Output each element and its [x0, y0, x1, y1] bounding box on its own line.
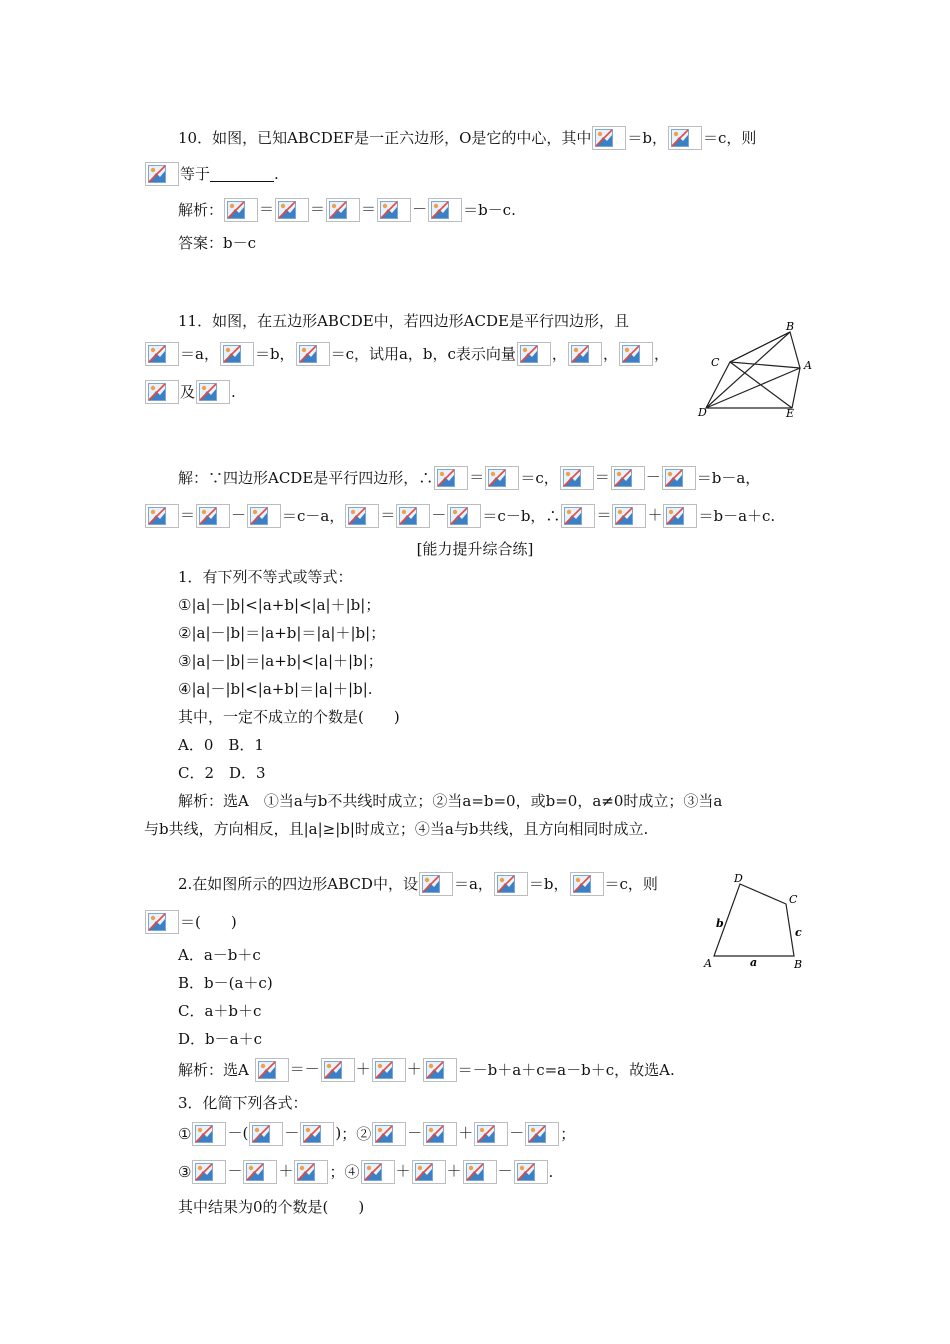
period: .	[548, 1163, 554, 1181]
q11-eq-c: ＝c，试用a，b，c表示向量	[330, 345, 516, 363]
q11-sol2-mid: ＝c－a，	[282, 507, 345, 525]
vector-image-placeholder-icon	[255, 1058, 289, 1082]
q11-line3	[144, 380, 236, 404]
p1-analysis: 解析：选A ①当a与b不共线时成立；②当a=b=0，或b=0，a≠0时成立；③当a	[178, 792, 723, 810]
vector-image-placeholder-icon	[419, 872, 453, 896]
vector-image-placeholder-icon	[668, 126, 702, 150]
label-c: c	[795, 926, 802, 939]
vector-image-placeholder-icon	[514, 1160, 548, 1184]
p1-analysis-cont: 与b共线，方向相反，且|a|≥|b|时成立；④当a与b共线，且方向相同时成立.	[144, 820, 649, 838]
q11-solution-line1: 解：∵四边形ACDE是平行四边形，∴ ＝ ＝c， ＝ － ＝b－a，	[178, 466, 760, 490]
vector-image-placeholder-icon	[570, 872, 604, 896]
p2-option: D．b－a＋c	[178, 1030, 262, 1048]
vector-image-placeholder-icon	[249, 1122, 283, 1146]
vector-image-placeholder-icon	[275, 198, 309, 222]
q10-eq-b: ＝b，	[627, 129, 667, 147]
p2-option: B．b－(a＋c)	[178, 974, 273, 992]
p2-stem-line	[178, 872, 658, 896]
label-D: D	[734, 872, 743, 885]
vector-image-placeholder-icon	[243, 1160, 277, 1184]
pentagon-figure	[694, 320, 824, 420]
vector-image-placeholder-icon	[294, 1160, 328, 1184]
vector-image-placeholder-icon	[423, 1058, 457, 1082]
p3-line2: ③ － ＋ ；④ ＋ ＋ － .	[178, 1160, 553, 1184]
section-title: [能力提升综合练]	[416, 540, 534, 558]
comma: ，	[653, 345, 669, 363]
p1-item: ②|a|－|b|＝|a+b|＝|a|＋|b|；	[178, 624, 386, 642]
circled-1: ①	[178, 1125, 192, 1143]
vector-image-placeholder-icon	[145, 380, 179, 404]
p2-line2	[144, 910, 237, 934]
vector-image-placeholder-icon	[611, 466, 645, 490]
vector-image-placeholder-icon	[463, 1160, 497, 1184]
vector-image-placeholder-icon	[296, 342, 330, 366]
vector-image-placeholder-icon	[145, 504, 179, 528]
p2-option: A．a－b＋c	[178, 946, 261, 964]
q10-stem2: 等于	[180, 165, 211, 183]
p2-option: C．a＋b＋c	[178, 1002, 262, 1020]
semicolon: ；	[560, 1125, 576, 1143]
p1-item: ③|a|－|b|＝|a+b|<|a|＋|b|；	[178, 652, 383, 670]
q11-stem: 11．如图，在五边形ABCDE中，若四边形ACDE是平行四边形，且	[178, 312, 629, 330]
p1-options-ab: A．0 B．1	[178, 736, 264, 754]
q10-stem-line2	[144, 162, 279, 186]
comma: ，	[551, 345, 567, 363]
p1-item: ①|a|－|b|<|a+b|<|a|＋|b|；	[178, 596, 381, 614]
p2-analysis-tail: ＝－b＋a＋c=a－b＋c，故选A.	[457, 1061, 675, 1079]
p3-line1: ① －( － )；② － ＋ － ；	[178, 1122, 575, 1146]
vector-image-placeholder-icon	[485, 466, 519, 490]
vector-image-placeholder-icon	[377, 198, 411, 222]
q11-sol2-mid2: ＝c－b，∴	[482, 507, 561, 525]
q11-line2	[144, 342, 669, 366]
circled-3: ③	[178, 1163, 192, 1181]
vector-image-placeholder-icon	[192, 1122, 226, 1146]
label-C: C	[711, 356, 720, 369]
label-A: A	[804, 359, 812, 372]
vector-image-placeholder-icon	[592, 126, 626, 150]
vector-image-placeholder-icon	[474, 1122, 508, 1146]
vector-image-placeholder-icon	[145, 910, 179, 934]
p1-options-cd: C．2 D．3	[178, 764, 266, 782]
vector-image-placeholder-icon	[568, 342, 602, 366]
q10-eq-c: ＝c，则	[703, 129, 757, 147]
p3-question: 其中结果为0的个数是( )	[178, 1198, 365, 1216]
label-C: C	[789, 893, 798, 906]
vector-image-placeholder-icon	[196, 380, 230, 404]
vector-image-placeholder-icon	[145, 342, 179, 366]
label-A: A	[704, 957, 712, 970]
q11-sol-mid: ＝c，	[520, 469, 559, 487]
answer-blank	[210, 167, 274, 182]
q10-stem: 10．如图，已知ABCDEF是一正六边形，O是它的中心，其中	[178, 129, 592, 147]
p2-eq-b: ＝b，	[528, 875, 569, 893]
analysis-label: 解析：	[178, 201, 224, 219]
vector-image-placeholder-icon	[412, 1160, 446, 1184]
vector-image-placeholder-icon	[396, 504, 430, 528]
p1-item: ④|a|－|b|<|a+b|＝|a|＋|b|.	[178, 680, 373, 698]
p3-stem: 3．化简下列各式：	[178, 1094, 308, 1112]
vector-image-placeholder-icon	[423, 1122, 457, 1146]
q11-sol-tail: ＝b－a，	[696, 469, 761, 487]
vector-image-placeholder-icon	[619, 342, 653, 366]
label-B: B	[794, 958, 803, 971]
circled-4: ；④	[329, 1163, 360, 1181]
vector-image-placeholder-icon	[561, 504, 595, 528]
vector-image-placeholder-icon	[428, 198, 462, 222]
p2-paren: ＝( )	[180, 913, 237, 931]
label-D: D	[698, 406, 707, 419]
p1-stem: 1．有下列不等式或等式：	[178, 568, 353, 586]
vector-image-placeholder-icon	[361, 1160, 395, 1184]
vector-image-placeholder-icon	[372, 1122, 406, 1146]
vector-image-placeholder-icon	[525, 1122, 559, 1146]
vector-image-placeholder-icon	[192, 1160, 226, 1184]
vector-image-placeholder-icon	[196, 504, 230, 528]
p2-stem: 2.在如图所示的四边形ABCD中，设	[178, 875, 418, 893]
q10-answer: 答案：b－c	[178, 234, 257, 252]
p2-analysis-pre: 解析：选A	[178, 1061, 249, 1079]
vector-image-placeholder-icon	[326, 198, 360, 222]
circled-2: ；②	[341, 1125, 372, 1143]
q10-analysis-tail: ＝b－c.	[463, 201, 516, 219]
vector-image-placeholder-icon	[220, 342, 254, 366]
vector-image-placeholder-icon	[494, 872, 528, 896]
vector-image-placeholder-icon	[300, 1122, 334, 1146]
vector-image-placeholder-icon	[145, 162, 179, 186]
vector-image-placeholder-icon	[434, 466, 468, 490]
and-text: 及	[180, 383, 196, 401]
label-b: b	[716, 917, 724, 930]
period: .	[231, 383, 236, 401]
q10-stem-line	[178, 126, 756, 150]
vector-image-placeholder-icon	[372, 1058, 406, 1082]
p2-eq-c: ＝c，则	[604, 875, 658, 893]
vector-image-placeholder-icon	[447, 504, 481, 528]
q11-sol-pre: 解：∵四边形ACDE是平行四边形，∴	[178, 469, 434, 487]
q11-solution-line2: ＝ － ＝c－a， ＝ － ＝c－b，∴ ＝ ＋ ＝b－a＋c.	[144, 504, 775, 528]
label-a: a	[750, 956, 758, 969]
vector-image-placeholder-icon	[662, 466, 696, 490]
vector-image-placeholder-icon	[517, 342, 551, 366]
vector-image-placeholder-icon	[560, 466, 594, 490]
vector-image-placeholder-icon	[321, 1058, 355, 1082]
label-E: E	[786, 407, 795, 420]
p1-question: 其中，一定不成立的个数是( )	[178, 708, 400, 726]
q10-period: .	[274, 165, 279, 183]
quadrilateral-figure	[700, 870, 820, 970]
q11-eq-b: ＝b，	[254, 345, 295, 363]
q11-sol2-tail: ＝b－a＋c.	[698, 507, 776, 525]
q10-analysis: 解析： ＝ ＝ ＝ － ＝b－c.	[178, 198, 516, 222]
p2-analysis: 解析：选A ＝－ ＋ ＋ ＝－b＋a＋c=a－b＋c，故选A.	[178, 1058, 675, 1082]
p2-eq-a: ＝a，	[453, 875, 493, 893]
vector-image-placeholder-icon	[345, 504, 379, 528]
q11-eq-a: ＝a，	[180, 345, 219, 363]
label-B: B	[786, 320, 795, 333]
vector-image-placeholder-icon	[247, 504, 281, 528]
vector-image-placeholder-icon	[224, 198, 258, 222]
vector-image-placeholder-icon	[663, 504, 697, 528]
vector-image-placeholder-icon	[612, 504, 646, 528]
comma: ，	[602, 345, 618, 363]
